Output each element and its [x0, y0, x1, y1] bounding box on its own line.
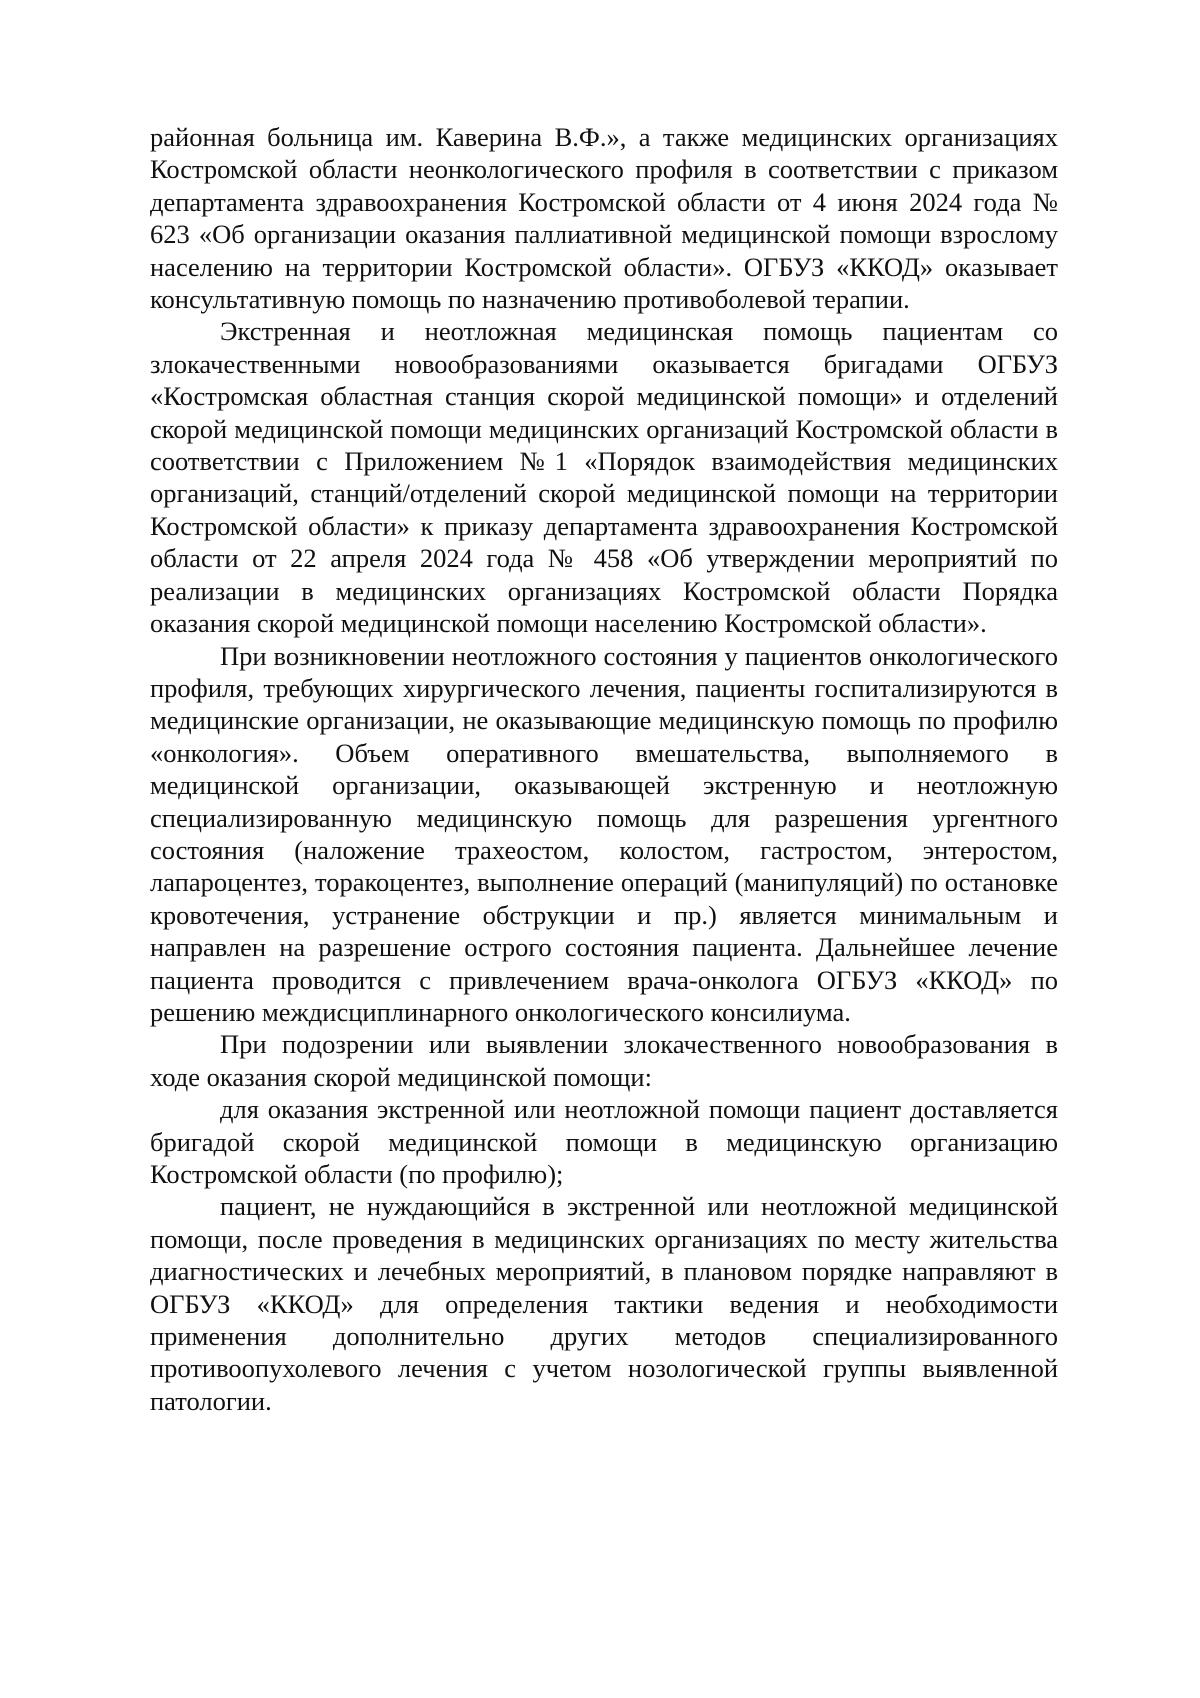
paragraph-suspicion-intro: При подозрении или выявлении злокачественного новообразования в ходе оказания скорой медицинской помощи: [150, 1029, 1058, 1092]
paragraph-continuation: районная больница им. Каверина В.Ф.», а также медицинских организациях Костромской области неонкологического профиля в соответствии с приказом департамента здравоохранения Костромской области от 4 июня 2024 года № 623 «Об организации оказания паллиативной медицинской помощи взрослому населению на территории Костромской области». ОГБУЗ «ККОД» оказывает консультативную помощь по назначению противоболевой терапии. [150, 122, 1058, 315]
paragraph-list-item-1: для оказания экстренной или неотложной помощи пациент доставляется бригадой скорой медицинской помощи в медицинскую организацию Костромской области (по профилю); [150, 1094, 1058, 1189]
paragraph-emergency-care: Экстренная и неотложная медицинская помощь пациентам со злокачественными новообразованиями оказывается бригадами ОГБУЗ «Костромская областная станция скорой медицинской помощи» и отделений скорой медицинской помощи медицинских организаций Костромской области в соответствии с Приложением №1 «Порядок взаимодействия медицинских организаций, станций/отделений скорой медицинской помощи на территории Костромской области» к приказу департамента здравоохранения Костромской области от 22 апреля 2024 года № 458 «Об утверждении мероприятий по реализации в медицинских организациях Костромской области Порядка оказания скорой медицинской помощи населению Костромской области». [150, 316, 1058, 639]
paragraph-urgent-condition: При возникновении неотложного состояния у пациентов онкологического профиля, требующих хирургического лечения, пациенты госпитализируются в медицинские организации, не оказывающие медицинскую помощь по профилю «онкология». Объем оперативного вмешательства, выполняемого в медицинской организации, оказывающей экстренную и неотложную специализированную медицинскую помощь для разрешения ургентного состояния (наложение трахеостом, колостом, гастростом, энтеростом, лапароцентез, торакоцентез, выполнение операций (манипуляций) по остановке кровотечения, устранение обструкции и пр.) является минимальным и направлен на разрешение острого состояния пациента. Дальнейшее лечение пациента проводится с привлечением врача-онколога ОГБУЗ «ККОД» по решению междисциплинарного онкологического консилиума. [150, 640, 1058, 1027]
paragraph-list-item-2: пациент, не нуждающийся в экстренной или неотложной медицинской помощи, после проведения в медицинских организациях по месту жительства диагностических и лечебных мероприятий, в плановом порядке направляют в ОГБУЗ «ККОД» для определения тактики ведения и необходимости применения дополнительно других методов специализированного противоопухолевого лечения с учетом нозологической группы выявленной патологии. [150, 1191, 1058, 1416]
document-body [150, 121, 1058, 1417]
